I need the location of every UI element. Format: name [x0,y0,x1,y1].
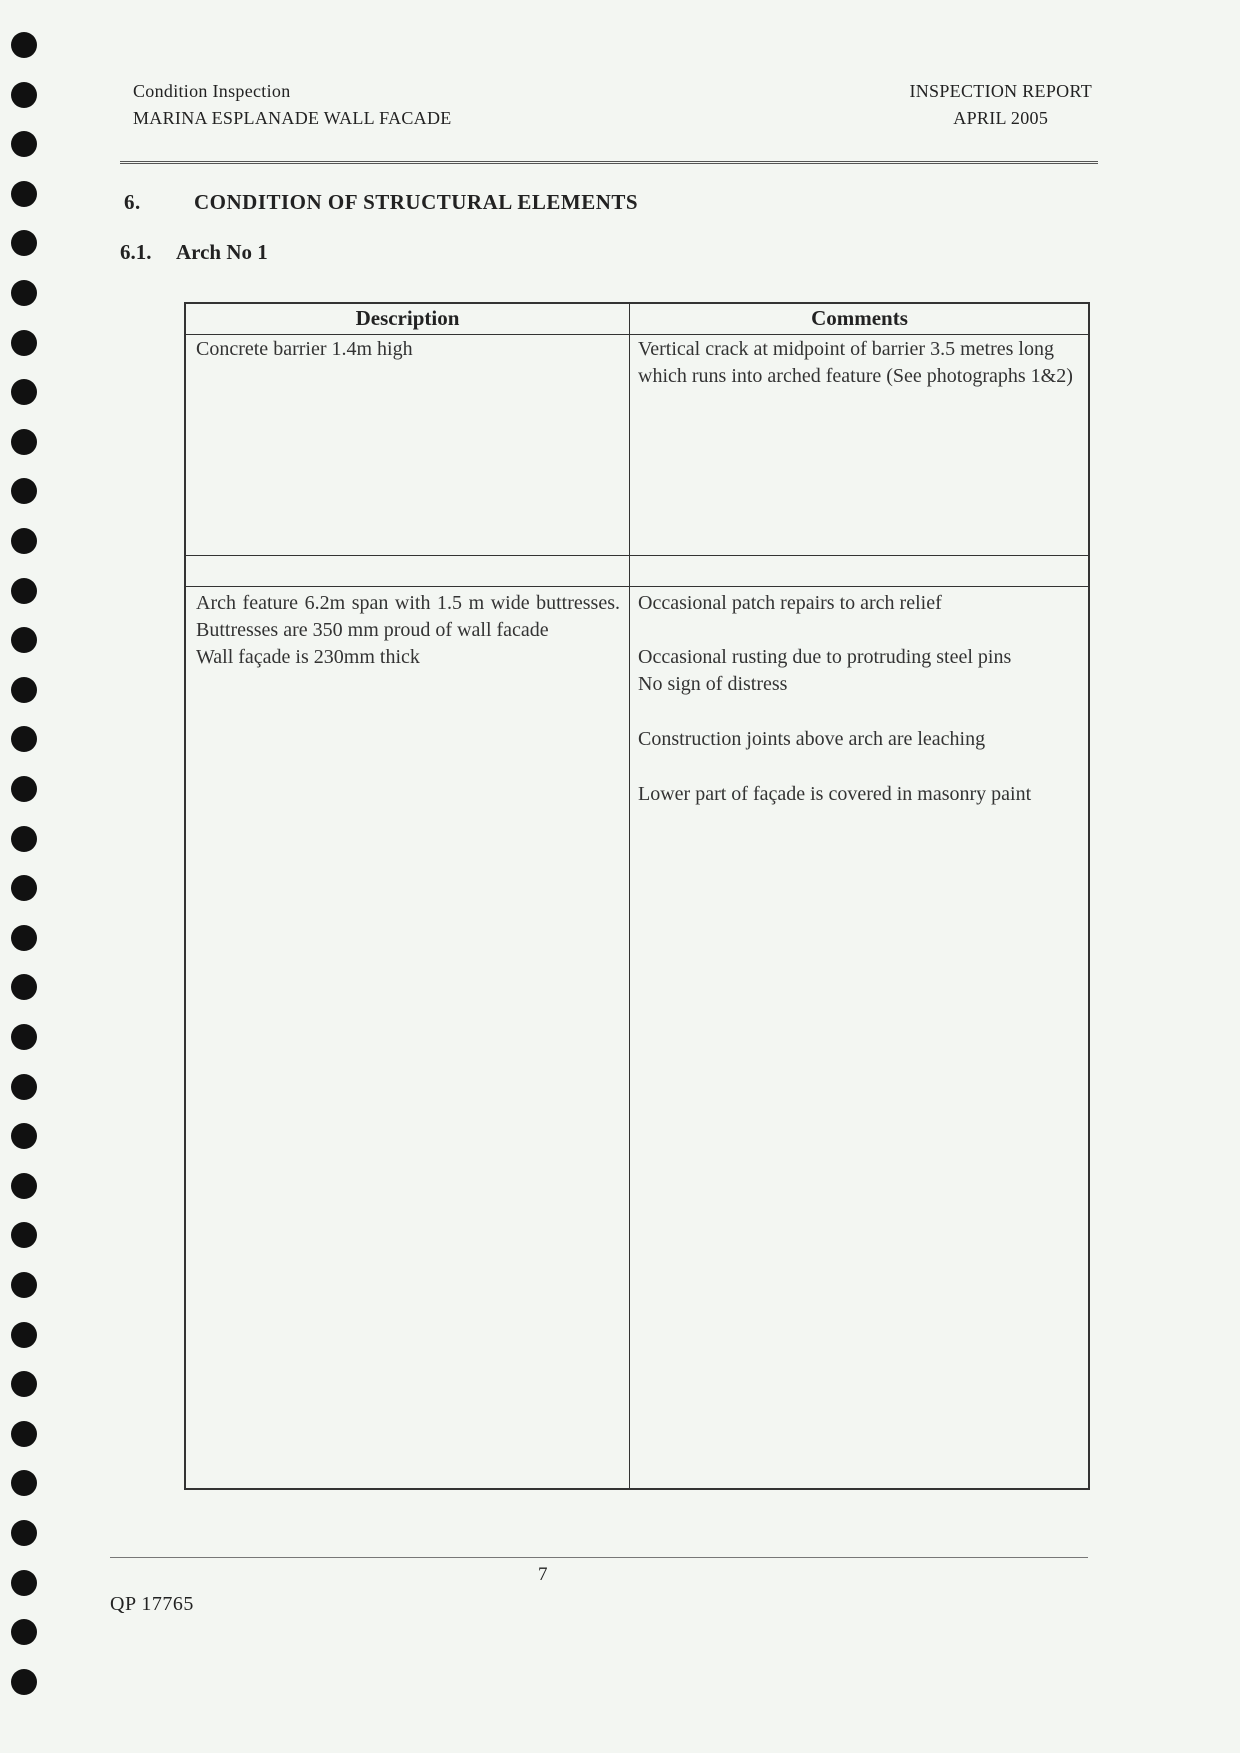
document-reference: QP 17765 [110,1593,194,1615]
binding-hole [11,1619,37,1645]
binding-hole [11,280,37,306]
cell-text: Construction joints above arch are leaching [638,728,986,750]
binding-hole [11,82,37,108]
column-divider [629,304,630,1488]
binding-hole [11,875,37,901]
condition-table [184,302,1090,1490]
row-line [186,555,1088,556]
section-heading [124,190,638,215]
binding-hole [11,1173,37,1199]
binding-hole [11,578,37,604]
header-right [909,78,1092,132]
table-cell-comments [638,590,1080,808]
binding-hole [11,1074,37,1100]
binding-hole [11,726,37,752]
binding-hole [11,478,37,504]
binding-hole [11,230,37,256]
binding-hole [11,776,37,802]
binding-hole [11,1421,37,1447]
column-header-comments: Comments [811,306,908,330]
binding-hole [11,627,37,653]
binding-hole [11,131,37,157]
binding-hole [11,826,37,852]
section-number: 6. [124,190,141,214]
binding-hole [11,1123,37,1149]
binding-hole [11,1222,37,1248]
binding-hole [11,677,37,703]
cell-text: Occasional patch repairs to arch relief [638,592,942,614]
cell-text: No sign of distress [638,673,788,695]
binding-hole [11,429,37,455]
binding-hole [11,974,37,1000]
binding-hole [11,1470,37,1496]
cell-text: Occasional rusting due to protruding steel pins [638,646,1012,668]
binding-hole [11,1024,37,1050]
column-header-description: Description [355,306,460,330]
binding-hole [11,1520,37,1546]
cell-text: Arch feature 6.2m span with 1.5 m wide buttresses. Buttresses are 350 mm proud of wall facade [196,592,620,641]
table-cell-description [196,336,616,363]
binding-hole [11,181,37,207]
header-report-type: Condition Inspection [133,81,291,101]
binding-hole [11,1371,37,1397]
subsection-number: 6.1. [120,240,152,264]
section-title: CONDITION OF STRUCTURAL ELEMENTS [194,190,639,214]
subsection-title: Arch No 1 [176,240,268,264]
table-cell-description [196,590,620,671]
binding-hole [11,32,37,58]
table-cell-comments [638,336,1078,390]
header-row-line [186,334,1088,335]
cell-text: Wall façade is 230mm thick [196,646,420,668]
subsection-heading [120,240,268,265]
header-divider [120,161,1098,164]
cell-text: Concrete barrier 1.4m high [196,338,413,360]
binding-hole [11,925,37,951]
binding-hole [11,528,37,554]
binding-holes [11,32,39,1722]
binding-hole [11,1570,37,1596]
binding-hole [11,330,37,356]
cell-text: Vertical crack at midpoint of barrier 3.5 metres long which runs into arched feature (See photographs 1&2) [638,338,1073,387]
footer-divider [110,1557,1088,1558]
binding-hole [11,1272,37,1298]
page-number: 7 [538,1564,548,1585]
header-left [133,78,452,132]
header-report-date: APRIL 2005 [953,108,1049,128]
cell-text: Lower part of façade is covered in masonry paint [638,783,1032,805]
binding-hole [11,1322,37,1348]
binding-hole [11,379,37,405]
row-line [186,586,1088,587]
binding-hole [11,1669,37,1695]
header-project-name: MARINA ESPLANADE WALL FACADE [133,108,452,128]
header-report-title: INSPECTION REPORT [909,81,1092,101]
